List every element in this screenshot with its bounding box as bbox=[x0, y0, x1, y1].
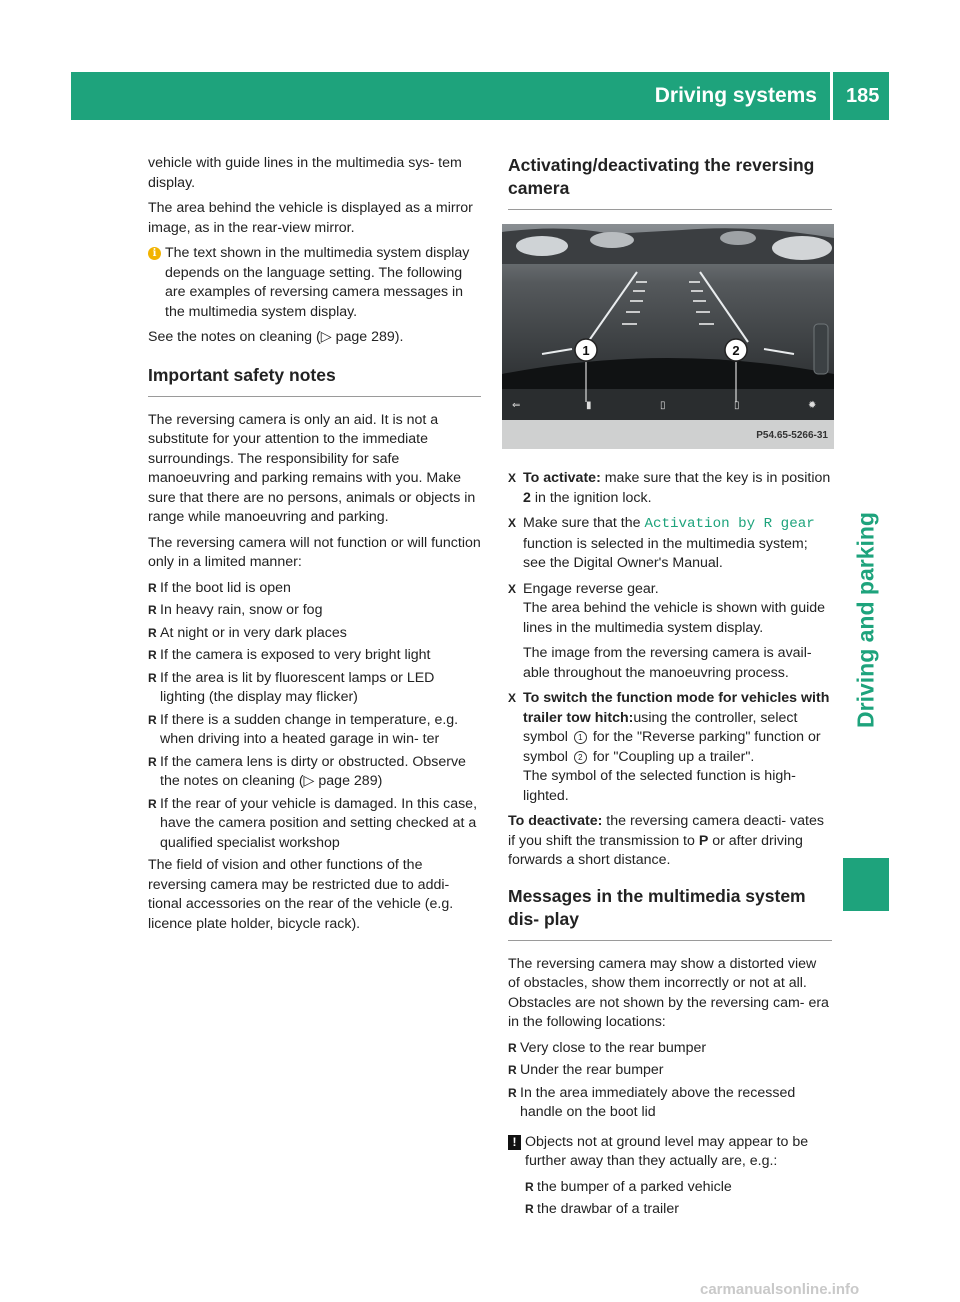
header-divider bbox=[830, 72, 833, 120]
info-icon: i bbox=[148, 247, 161, 260]
page-ref-arrow-icon: ▷ bbox=[320, 329, 332, 345]
closing-paragraph: The field of vision and other functions of the reversing camera may be restricted due to addi- tional accessories on the rear of the vehicle (e.g. licence plate holder, bicycle rack). bbox=[148, 857, 454, 932]
mirror-paragraph: The area behind the vehicle is displayed as a mirror image, as in the rear-view mirror. bbox=[148, 200, 473, 236]
list-item: R If the area is lit by fluorescent lamps or LED lighting (the display may flicker) bbox=[148, 669, 435, 705]
list-item: R If the camera lens is dirty or obstructed. Observe the notes on cleaning (▷ page 289) bbox=[148, 753, 466, 789]
header-bar bbox=[71, 72, 889, 120]
list-item: R Under the rear bumper bbox=[508, 1062, 664, 1078]
cleaning-reference: See the notes on cleaning (▷ page 289). bbox=[148, 329, 404, 345]
warning-example-list bbox=[508, 1178, 832, 1220]
image-caption: P54.65-5266-31 bbox=[756, 429, 828, 441]
cleaning-page-link[interactable]: page 289). bbox=[331, 329, 404, 345]
info-note bbox=[148, 244, 481, 322]
heading-rule bbox=[508, 940, 832, 941]
watermark: carmanualsonline.info bbox=[700, 1281, 860, 1298]
list-item: R If the camera is exposed to very bright light bbox=[148, 647, 431, 663]
callout-2: 2 bbox=[732, 343, 740, 358]
limitation-list bbox=[148, 579, 481, 854]
obstacle-location-list bbox=[508, 1039, 832, 1123]
svg-text:▯: ▯ bbox=[660, 400, 666, 411]
step-switch-mode: X To switch the function mode for vehicles with trailer tow hitch:using the controller, select symbol 1 for the "Reverse parking" function or symbol 2 for "Coupling up a trailer". The symbol of the selected function is high- lighted. bbox=[508, 690, 830, 804]
intro-paragraph: vehicle with guide lines in the multimedia sys- tem display. bbox=[148, 155, 462, 191]
step-arrow-icon: X bbox=[508, 471, 517, 485]
list-item: R In heavy rain, snow or fog bbox=[148, 602, 323, 618]
list-item: R the bumper of a parked vehicle bbox=[525, 1178, 732, 1195]
reversing-camera-display bbox=[502, 224, 834, 420]
warning-note bbox=[508, 1133, 832, 1172]
safety-paragraph: The reversing camera is only an aid. It is not a substitute for your attention to the immediate surroundings. The responsibility for safe manoeuvring and parking remains with you. Make sure that there are no persons, animals or objects in range while manoeuvring and parking. bbox=[148, 411, 476, 525]
info-note-text: The text shown in the multimedia system display depends on the language setting. The following are examples of reversing camera messages in the multimedia system display. bbox=[165, 245, 470, 320]
svg-text:▯: ▯ bbox=[734, 400, 740, 411]
heading-rule bbox=[148, 396, 481, 397]
list-item: R At night or in very dark places bbox=[148, 624, 347, 641]
section-title: Driving systems bbox=[654, 84, 817, 107]
svg-text:▮: ▮ bbox=[586, 400, 592, 411]
deactivate-paragraph: To deactivate: the reversing camera deacti- vates if you shift the transmission to P or after driving forwards a short distance. bbox=[508, 813, 824, 868]
side-tab bbox=[846, 470, 886, 770]
safety-heading: Important safety notes bbox=[148, 364, 336, 385]
right-column bbox=[508, 154, 832, 1223]
step-activate: X To activate: make sure that the key is in position 2 in the ignition lock. bbox=[508, 470, 831, 506]
menu-function-name: Activation by R gear bbox=[644, 516, 815, 532]
list-item: R If the rear of your vehicle is damaged. In this case, have the camera position and setting checked at a qualified specialist workshop bbox=[148, 795, 478, 851]
warning-text: Objects not at ground level may appear to be further away than they actually are, e.g.: bbox=[525, 1133, 809, 1169]
list-item: R If the boot lid is open bbox=[148, 579, 291, 596]
svg-text:⇐: ⇐ bbox=[512, 400, 521, 411]
page-number: 185 bbox=[846, 85, 880, 107]
limited-function-paragraph: The reversing camera will not function or will function only in a limited manner: bbox=[148, 534, 481, 570]
step-engage-reverse: X Engage reverse gear. The area behind the vehicle is shown with guide lines in the multimedia system display. The image from the reversing camera is avail- able throughout the manoeuvring process. bbox=[508, 580, 826, 681]
list-item: R the drawbar of a trailer bbox=[525, 1201, 679, 1217]
messages-paragraph: The reversing camera may show a distorted view of obstacles, show them incorrectly or not at all. Obstacles are not shown by the reversing cam- era in the following locations: bbox=[508, 955, 829, 1030]
left-column bbox=[148, 154, 481, 940]
messages-heading: Messages in the multimedia system dis- play bbox=[508, 885, 806, 929]
list-item: R If there is a sudden change in temperature, e.g. when driving into a heated garage in win- ter bbox=[148, 711, 459, 747]
list-item: R Very close to the rear bumper bbox=[508, 1039, 707, 1056]
list-item: R In the area immediately above the recessed handle on the boot lid bbox=[508, 1084, 796, 1120]
activation-heading: Activating/deactivating the reversing camera bbox=[508, 155, 815, 198]
svg-text:✹: ✹ bbox=[808, 400, 817, 411]
step-arrow-icon: X bbox=[508, 691, 517, 705]
step-arrow-icon: X bbox=[508, 516, 517, 530]
side-tab-label: Driving and parking bbox=[852, 512, 879, 728]
heading-rule bbox=[508, 209, 832, 210]
step-arrow-icon: X bbox=[508, 581, 517, 596]
callout-1: 1 bbox=[582, 343, 590, 358]
side-tab-marker bbox=[843, 858, 889, 911]
camera-image bbox=[502, 224, 834, 449]
warning-icon: ! bbox=[508, 1135, 521, 1150]
symbol-2-icon: 2 bbox=[574, 751, 587, 764]
symbol-1-icon: 1 bbox=[574, 731, 587, 744]
step-select-function: X Make sure that the Activation by R gear function is selected in the multimedia system; see the Digital Owner's Manual. bbox=[508, 515, 815, 571]
